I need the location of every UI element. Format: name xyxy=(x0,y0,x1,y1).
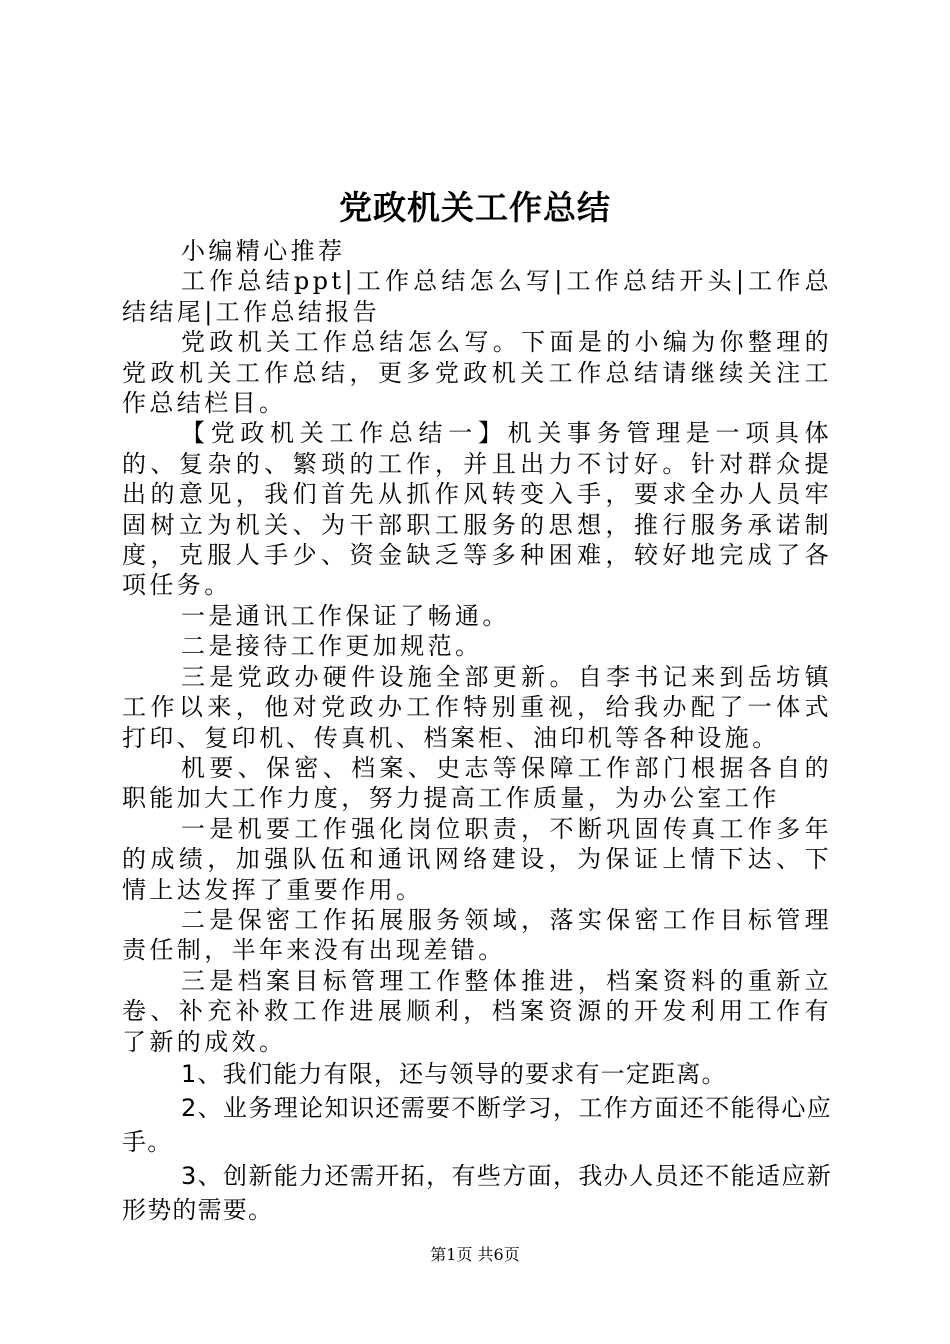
paragraph-intro: 党政机关工作总结怎么写。下面是的小编为你整理的党政机关工作总结，更多党政机关工作总结请继续关注工作总结栏目。 xyxy=(122,328,832,418)
paragraph-item-2: 二是接待工作更加规范。 xyxy=(181,632,483,661)
paragraph-confidential-2: 二是保密工作拓展服务领域，落实保密工作目标管理责任制，半年来没有出现差错。 xyxy=(122,905,832,965)
paragraph-confidential-1: 一是机要工作强化岗位职责，不断巩固传真工作多年的成绩，加强队伍和通讯网络建设，为保证上情下达、下情上达发挥了重要作用。 xyxy=(122,814,832,904)
paragraph-item-3: 三是党政办硬件设施全部更新。自李书记来到岳坊镇工作以来，他对党政办工作特别重视，给我办配了一体式打印、复印机、传真机、档案柜、油印机等各种设施。 xyxy=(122,662,832,752)
document-body xyxy=(122,236,832,1227)
paragraph-summary-one: 【党政机关工作总结一】机关事务管理是一项具体的、复杂的、繁琐的工作，并且出力不讨好。针对群众提出的意见，我们首先从抓作风转变入手，要求全办人员牢固树立为机关、为干部职工服务的思想，推行服务承诺制度，克服人手少、资金缺乏等多种困难，较好地完成了各项任务。 xyxy=(122,419,832,600)
page-footer: 第1页 共6页 xyxy=(430,1245,520,1264)
paragraph-item-1: 一是通讯工作保证了畅通。 xyxy=(181,601,510,630)
paragraph-recommend: 小编精心推荐 xyxy=(181,237,346,265)
paragraph-problem-2: 2、业务理论知识还需要不断学习，工作方面还不能得心应手。 xyxy=(122,1093,832,1156)
paragraph-problem-3: 3、创新能力还需开拓，有些方面，我办人员还不能适应新形势的需要。 xyxy=(122,1161,832,1224)
paragraph-links: 工作总结ppt|工作总结怎么写|工作总结开头|工作总结结尾|工作总结报告 xyxy=(122,267,832,326)
paragraph-security: 机要、保密、档案、史志等保障工作部门根据各自的职能加大工作力度，努力提高工作质量，为办公室工作 xyxy=(122,753,832,813)
paragraph-confidential-3: 三是档案目标管理工作整体推进，档案资料的重新立卷、补充补救工作进展顺利，档案资源的开发利用工作有了新的成效。 xyxy=(122,966,832,1056)
document-title: 党政机关工作总结 xyxy=(339,188,611,227)
paragraph-problem-1: 1、我们能力有限，还与领导的要求有一定距离。 xyxy=(181,1059,727,1088)
